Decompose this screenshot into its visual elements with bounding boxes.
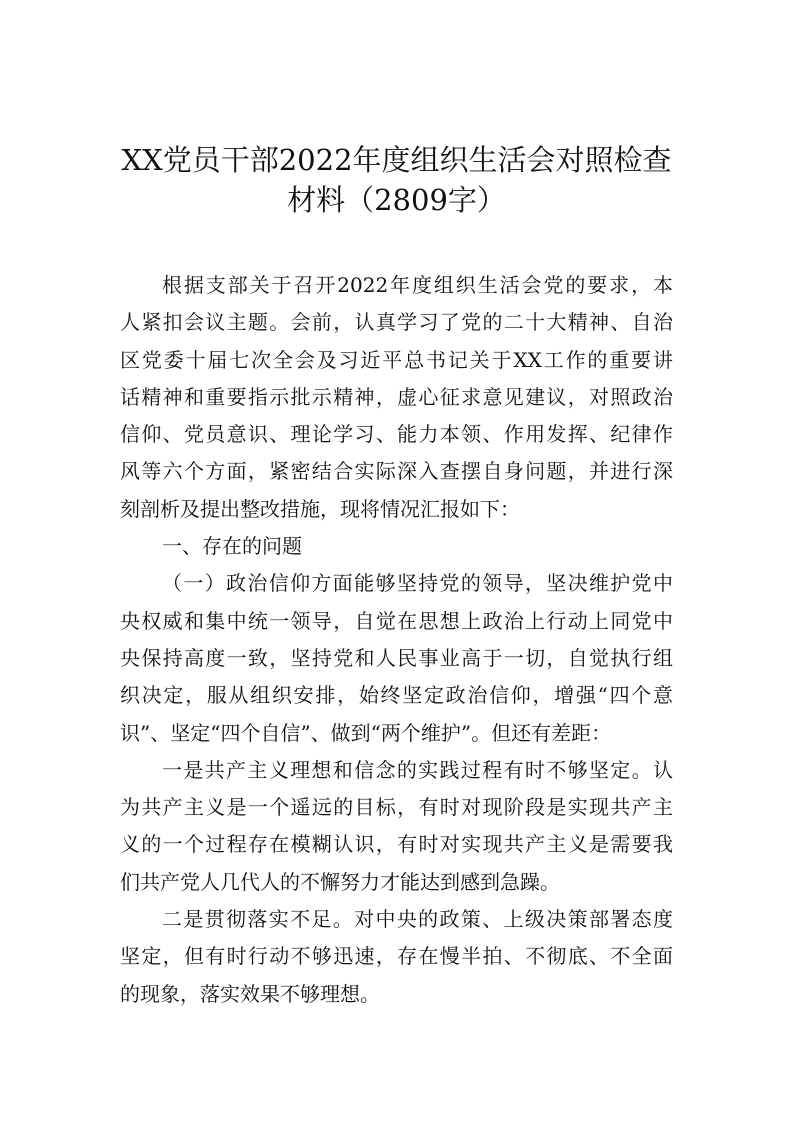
text-line: 风等六个方面，紧密结合实际深入查摆自身问题，并进行深 [120, 459, 673, 484]
text-line: 一、存在的问题 [162, 534, 302, 559]
text-line: 义的一个过程存在模糊认识，有时对实现共产主义是需要我 [120, 832, 673, 857]
paragraph [120, 752, 673, 901]
text-line: 织决定，服从组织安排，始终坚定政治信仰，增强“四个意 [120, 683, 673, 708]
text-line: 为共产主义是一个遥远的目标，有时对现阶段是实现共产主 [120, 795, 673, 820]
text-line: 识”、坚定“四个自信”、做到“两个维护”。但还有差距： [120, 720, 612, 745]
text-line: 信仰、党员意识、理论学习、能力本领、作用发挥、纪律作 [120, 422, 673, 447]
text-line: 一是共产主义理想和信念的实践过程有时不够坚定。认 [162, 757, 673, 782]
text-line: 区党委十届七次全会及习近平总书记关于XX工作的重要讲 [120, 347, 673, 372]
paragraph [120, 901, 673, 1013]
text-line: 坚定，但有时行动不够迅速，存在慢半拍、不彻底、不全面 [120, 944, 673, 969]
text-line: 话精神和重要指示批示精神，虚心征求意见建议，对照政治 [120, 384, 673, 409]
document-title-line-1: XX党员干部2022年度组织生活会对照检查 [121, 143, 672, 177]
section-heading [120, 528, 673, 565]
document-body [120, 267, 673, 1013]
text-line: 的现象，落实效果不够理想。 [120, 981, 380, 1006]
text-line: 根据支部关于召开2022年度组织生活会党的要求，本 [162, 273, 673, 297]
text-line: 人紧扣会议主题。会前，认真学习了党的二十大精神、自治 [120, 310, 673, 335]
text-line: （一）政治信仰方面能够坚持党的领导，坚决维护党中 [162, 571, 673, 596]
paragraph [120, 267, 673, 528]
text-line: 央保持高度一致，坚持党和人民事业高于一切，自觉执行组 [120, 645, 673, 670]
text-line: 们共产党人几代人的不懈努力才能达到感到急躁。 [120, 869, 560, 894]
text-line: 二是贯彻落实不足。对中央的政策、上级决策部署态度 [162, 907, 673, 932]
paragraph [120, 565, 673, 751]
text-line: 央权威和集中统一领导，自觉在思想上政治上行动上同党中 [120, 608, 673, 633]
text-line: 刻剖析及提出整改措施，现将情况汇报如下： [120, 496, 520, 521]
document-title-line-2: 材料（2809字） [287, 183, 506, 217]
